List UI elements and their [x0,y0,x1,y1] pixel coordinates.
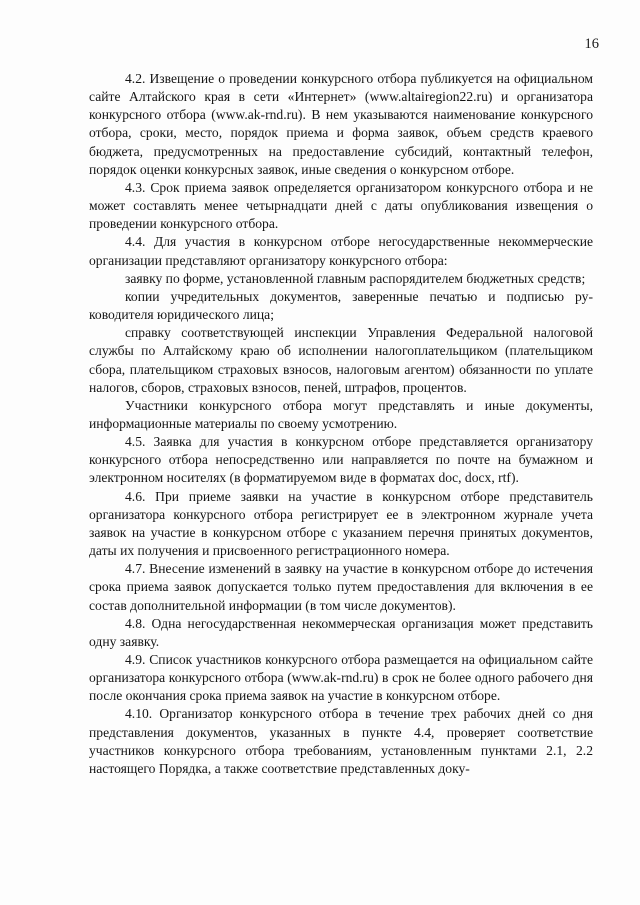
paragraph-4-9: 4.9. Список участников конкурсного отбора размещается на официальном сайте организатора конкурсного отбора (www.ak-rnd.ru) в срок не более одного рабочего дня после окончания срока приема заявок на участие в конкурсном отборе. [89,652,593,704]
list-item-tax-certificate: справку соответствующей инспекции Управления Федеральной налоговой службы по Алтайскому краю об исполнении налогоплательщиком (плательщиком сбора, плательщиком страховых взносов, налоговым агентом) обязанности по уплате налогов, сборов, страховых взносов, пеней, штрафов, процентов. [89,325,593,395]
paragraph-4-10: 4.10. Организатор конкурсного отбора в течение трех рабочих дней со дня представления документов, указанных в пункте 4.4, проверяет соответствие участников конкурсного отбора требованиям, установленным пунктами 2.1, 2.2 настоящего Порядка, а также соответствие представленных доку- [89,706,593,776]
document-body [89,70,593,778]
paragraph-4-4: 4.4. Для участия в конкурсном отборе негосударственные некоммерческие организации представляют организатору конкурсного отбора: [89,234,593,268]
paragraph-4-8: 4.8. Одна негосударственная некоммерческая организация может представить одну заявку. [89,615,593,649]
list-item-application-form: заявку по форме, установленной главным распорядителем бюджетных средств; [125,270,586,286]
paragraph-4-3: 4.3. Срок приема заявок определяется организатором конкурсного отбора и не может составлять менее четырнадцати дней с даты опубликования извещения о проведении конкурсного отбора. [89,179,593,232]
list-item-founding-documents: копии учредительных документов, заверенные печатью и подписью руководителя юридического лица; [89,288,593,323]
paragraph-4-6: 4.6. При приеме заявки на участие в конкурсном отборе представитель организатора конкурсного отбора регистрирует ее в электронном журнале учета заявок на участие в конкурсном отборе с указанием перечня принятых документов, даты их получения и присвоенного регистрационного номера. [89,488,593,559]
paragraph-4-7: 4.7. Внесение изменений в заявку на участие в конкурсном отборе до истечения срока приема заявок допускается только путем предоставления для включения в ее состав дополнительной информации (в том числе документов). [89,561,593,613]
page-number: 16 [584,36,599,52]
paragraph-4-5: 4.5. Заявка для участия в конкурсном отборе представляется организатору конкурсного отбора непосредственно или направляется по почте на бумажном и электронном носителях (в форматируемом виде в форматах doc, docx, rtf). [89,434,593,486]
paragraph-4-2: 4.2. Извещение о проведении конкурсного отбора публикуется на официальном сайте Алтайского края в сети «Интернет» (www.altairegion22.ru) и организатора конкурсного отбора (www.ak-rnd.ru). В нем указываются наименование конкурсного отбора, сроки, место, порядок приема и форма заявок, объем средств краевого бюджета, предусмотренных на предоставление субсидий, контактный телефон, порядок оценки конкурсных заявок, иные сведения о конкурсном отборе. [89,71,593,177]
paragraph-other-documents: Участники конкурсного отбора могут представлять и иные документы, информационные материалы по своему усмотрению. [89,397,593,431]
